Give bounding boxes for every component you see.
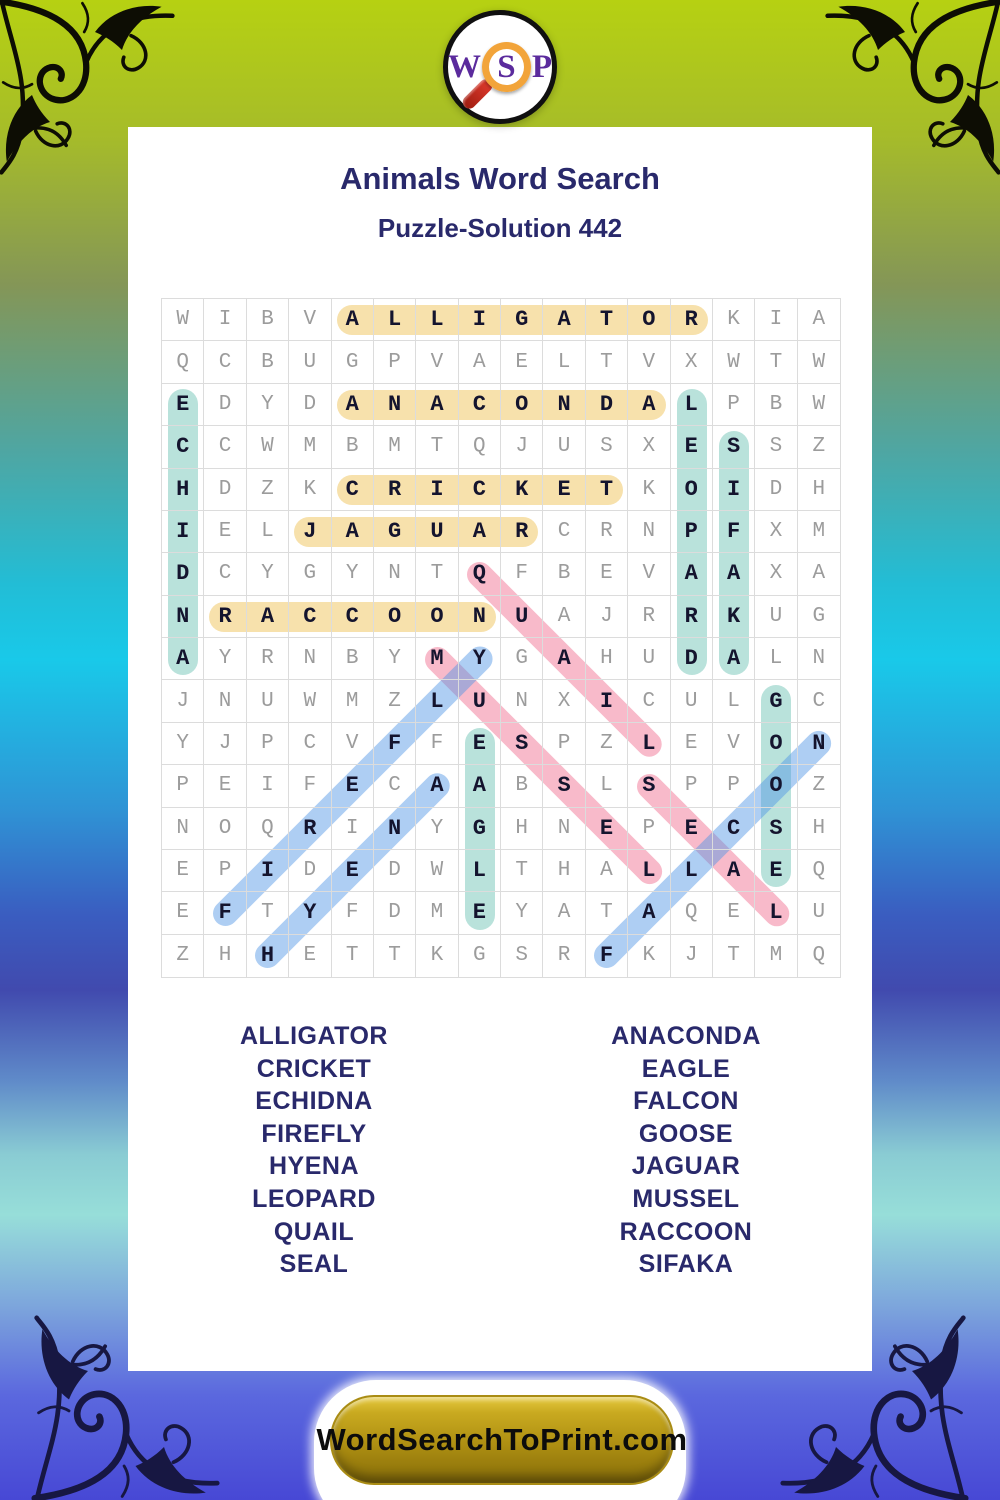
grid-cell-r1c1: C [204, 341, 246, 383]
grid-cell-r14c9: A [543, 892, 585, 934]
grid-cell-r1c3: U [289, 341, 331, 383]
grid-cell-r4c11: K [628, 469, 670, 511]
grid-cell-r12c6: Y [416, 808, 458, 850]
grid-cell-r5c15: M [798, 511, 840, 553]
grid-cell-r3c13: S [713, 426, 755, 468]
word-list-item: ECHIDNA [255, 1087, 373, 1116]
grid-cell-r14c7: E [459, 892, 501, 934]
grid-cell-r0c3: V [289, 299, 331, 341]
grid-cell-r7c5: O [374, 596, 416, 638]
grid-cell-r2c14: B [755, 384, 797, 426]
grid-cell-r15c12: J [671, 935, 713, 977]
grid-cell-r4c9: E [543, 469, 585, 511]
grid-cell-r3c1: C [204, 426, 246, 468]
grid-cell-r9c5: Z [374, 680, 416, 722]
magnifier-ring-icon [482, 42, 531, 92]
grid-cell-r7c3: C [289, 596, 331, 638]
grid-cell-r7c7: N [459, 596, 501, 638]
grid-cell-r12c3: R [289, 808, 331, 850]
grid-cell-r9c11: C [628, 680, 670, 722]
grid-cell-r3c7: Q [459, 426, 501, 468]
grid-cell-r0c13: K [713, 299, 755, 341]
word-list-item: EAGLE [641, 1054, 731, 1083]
grid-cell-r15c4: T [332, 935, 374, 977]
grid-cell-r5c2: L [247, 511, 289, 553]
grid-cell-r9c7: U [459, 680, 501, 722]
grid-cell-r2c10: D [586, 384, 628, 426]
grid-cell-r0c12: R [671, 299, 713, 341]
grid-cell-r13c3: D [289, 850, 331, 892]
grid-cell-r1c8: E [501, 341, 543, 383]
wsp-logo [443, 10, 557, 124]
grid-cell-r1c12: X [671, 341, 713, 383]
grid-cell-r3c9: U [543, 426, 585, 468]
grid-cell-r13c11: L [628, 850, 670, 892]
grid-cell-r12c7: G [459, 808, 501, 850]
grid-cell-r10c11: L [628, 723, 670, 765]
grid-cell-r13c2: I [247, 850, 289, 892]
grid-cell-r12c5: N [374, 808, 416, 850]
grid-cell-r1c5: P [374, 341, 416, 383]
word-list-left [128, 1020, 500, 1281]
word-search-grid [161, 298, 841, 978]
grid-cell-r13c12: L [671, 850, 713, 892]
grid-cell-r7c6: O [416, 596, 458, 638]
grid-cell-r2c13: P [713, 384, 755, 426]
grid-cell-r3c3: M [289, 426, 331, 468]
grid-cell-r15c14: M [755, 935, 797, 977]
grid-cell-r11c11: S [628, 765, 670, 807]
site-button[interactable] [316, 1395, 688, 1485]
grid-cell-r15c10: F [586, 935, 628, 977]
grid-cell-r12c9: N [543, 808, 585, 850]
grid-cell-r9c10: I [586, 680, 628, 722]
grid-cell-r11c1: E [204, 765, 246, 807]
word-list-right [500, 1020, 872, 1281]
grid-cell-r7c12: R [671, 596, 713, 638]
word-list-item: FIREFLY [261, 1119, 367, 1148]
grid-cell-r6c7: Q [459, 553, 501, 595]
grid-cell-r7c11: R [628, 596, 670, 638]
grid-cell-r15c5: T [374, 935, 416, 977]
grid-cell-r10c5: F [374, 723, 416, 765]
grid-cell-r3c0: C [162, 426, 204, 468]
grid-cell-r7c14: U [755, 596, 797, 638]
grid-cell-r15c6: K [416, 935, 458, 977]
grid-cell-r5c8: R [501, 511, 543, 553]
grid-cell-r15c0: Z [162, 935, 204, 977]
grid-cell-r13c10: A [586, 850, 628, 892]
grid-cell-r2c2: Y [247, 384, 289, 426]
word-list-item: LEOPARD [252, 1184, 376, 1213]
grid-cell-r10c9: P [543, 723, 585, 765]
grid-cell-r4c2: Z [247, 469, 289, 511]
grid-cell-r7c0: N [162, 596, 204, 638]
grid-cell-r3c4: B [332, 426, 374, 468]
grid-cell-r9c0: J [162, 680, 204, 722]
grid-cell-r11c0: P [162, 765, 204, 807]
grid-cell-r12c0: N [162, 808, 204, 850]
grid-cell-r4c3: K [289, 469, 331, 511]
grid-cell-r1c2: B [247, 341, 289, 383]
logo-letter-w: W [448, 48, 481, 85]
grid-cell-r13c5: D [374, 850, 416, 892]
grid-cell-r8c3: N [289, 638, 331, 680]
grid-cell-r6c15: A [798, 553, 840, 595]
grid-cell-r15c13: T [713, 935, 755, 977]
grid-cell-r9c15: C [798, 680, 840, 722]
grid-cell-r11c4: E [332, 765, 374, 807]
grid-cell-r2c1: D [204, 384, 246, 426]
grid-cell-r10c15: N [798, 723, 840, 765]
grid-cell-r4c8: K [501, 469, 543, 511]
grid-cell-r9c13: L [713, 680, 755, 722]
grid-cell-r6c3: G [289, 553, 331, 595]
grid-cell-r8c0: A [162, 638, 204, 680]
grid-cell-r8c10: H [586, 638, 628, 680]
grid-cell-r12c13: C [713, 808, 755, 850]
grid-cell-r8c2: R [247, 638, 289, 680]
word-list-item: SEAL [279, 1250, 349, 1279]
grid-cell-r7c10: J [586, 596, 628, 638]
grid-cell-r8c6: M [416, 638, 458, 680]
word-list-item: HYENA [268, 1152, 359, 1181]
grid-cell-r11c7: A [459, 765, 501, 807]
grid-cell-r0c2: B [247, 299, 289, 341]
grid-cell-r1c14: T [755, 341, 797, 383]
grid-cell-r4c10: T [586, 469, 628, 511]
grid-cell-r11c9: S [543, 765, 585, 807]
grid-cell-r9c12: U [671, 680, 713, 722]
grid-cell-r4c15: H [798, 469, 840, 511]
grid-cell-r6c12: A [671, 553, 713, 595]
grid-cell-r7c4: C [332, 596, 374, 638]
grid-cell-r13c4: E [332, 850, 374, 892]
puzzle-subtitle: Puzzle-Solution 442 [377, 213, 623, 243]
puzzle-title: Animals Word Search [340, 161, 660, 196]
magnifier-icon [488, 48, 525, 86]
grid-cell-r13c6: W [416, 850, 458, 892]
grid-cell-r3c2: W [247, 426, 289, 468]
grid-cell-r14c1: F [204, 892, 246, 934]
grid-cell-r10c10: Z [586, 723, 628, 765]
grid-cell-r1c11: V [628, 341, 670, 383]
grid-cell-r6c4: Y [332, 553, 374, 595]
grid-cell-r13c1: P [204, 850, 246, 892]
grid-cell-r4c4: C [332, 469, 374, 511]
grid-cell-r4c14: D [755, 469, 797, 511]
grid-cell-r9c8: N [501, 680, 543, 722]
grid-cell-r8c11: U [628, 638, 670, 680]
grid-cell-r5c9: C [543, 511, 585, 553]
grid-cell-r14c5: D [374, 892, 416, 934]
grid-cell-r5c13: F [713, 511, 755, 553]
grid-cell-r11c6: A [416, 765, 458, 807]
grid-cell-r2c15: W [798, 384, 840, 426]
grid-cell-r6c6: T [416, 553, 458, 595]
grid-cell-r14c12: Q [671, 892, 713, 934]
grid-cell-r3c8: J [501, 426, 543, 468]
grid-cell-r4c1: D [204, 469, 246, 511]
grid-cell-r11c14: O [755, 765, 797, 807]
grid-cell-r3c12: E [671, 426, 713, 468]
grid-cell-r2c4: A [332, 384, 374, 426]
grid-cell-r13c13: A [713, 850, 755, 892]
grid-cell-r12c1: O [204, 808, 246, 850]
grid-cell-r8c5: Y [374, 638, 416, 680]
grid-cell-r8c9: A [543, 638, 585, 680]
puzzle-card [128, 127, 872, 1371]
grid-cell-r8c13: A [713, 638, 755, 680]
grid-cell-r13c8: T [501, 850, 543, 892]
word-list-item: RACCOON [619, 1217, 753, 1246]
grid-cell-r11c12: P [671, 765, 713, 807]
grid-cell-r4c7: C [459, 469, 501, 511]
grid-cell-r11c13: P [713, 765, 755, 807]
grid-cell-r8c8: G [501, 638, 543, 680]
grid-cell-r8c4: B [332, 638, 374, 680]
word-list-item: JAGUAR [631, 1152, 741, 1181]
grid-cell-r0c14: I [755, 299, 797, 341]
grid-cell-r5c5: G [374, 511, 416, 553]
grid-cell-r12c4: I [332, 808, 374, 850]
grid-cell-r0c5: L [374, 299, 416, 341]
grid-cell-r15c1: H [204, 935, 246, 977]
grid-cell-r8c15: N [798, 638, 840, 680]
grid-cell-r3c5: M [374, 426, 416, 468]
grid-cell-r15c15: Q [812, 944, 826, 968]
word-list-item: MUSSEL [632, 1184, 740, 1213]
word-list [128, 1020, 872, 1281]
grid-cell-r9c6: L [416, 680, 458, 722]
grid-cell-r1c6: V [416, 341, 458, 383]
word-list-item: SIFAKA [638, 1250, 734, 1279]
grid-cell-r7c2: A [247, 596, 289, 638]
grid-cell-r0c9: A [543, 299, 585, 341]
grid-cell-r5c0: I [162, 511, 204, 553]
grid-cell-r4c13: I [713, 469, 755, 511]
grid-cell-r0c15: A [798, 299, 840, 341]
grid-cell-r15c2: H [247, 935, 289, 977]
grid-cell-r2c11: A [628, 384, 670, 426]
grid-cell-r8c14: L [755, 638, 797, 680]
grid-cell-r9c3: W [289, 680, 331, 722]
grid-cell-r14c6: M [416, 892, 458, 934]
grid-cell-r0c7: I [459, 299, 501, 341]
grid-cell-r6c10: E [586, 553, 628, 595]
grid-cell-r10c4: V [332, 723, 374, 765]
grid-cell-r8c12: D [671, 638, 713, 680]
grid-cell-r4c6: I [416, 469, 458, 511]
grid-cell-r5c7: A [459, 511, 501, 553]
grid-cell-r14c14: L [755, 892, 797, 934]
grid-cell-r2c12: L [671, 384, 713, 426]
grid-cell-r15c8: S [501, 935, 543, 977]
grid-cell-r15c11: K [628, 935, 670, 977]
grid-cell-r2c5: N [374, 384, 416, 426]
grid-cell-r4c12: O [671, 469, 713, 511]
grid-cell-r12c8: H [501, 808, 543, 850]
grid-cell-r1c7: A [459, 341, 501, 383]
grid-cell-r11c2: I [247, 765, 289, 807]
grid-cell-r1c4: G [332, 341, 374, 383]
grid-cell-r2c8: O [501, 384, 543, 426]
grid-cell-r14c11: A [628, 892, 670, 934]
grid-cell-r9c2: U [247, 680, 289, 722]
grid-cell-r14c0: E [162, 892, 204, 934]
grid-cell-r13c9: H [543, 850, 585, 892]
grid-cell-r6c14: X [755, 553, 797, 595]
grid-cell-r11c15: Z [798, 765, 840, 807]
grid-cell-r10c1: J [204, 723, 246, 765]
grid-cell-r9c1: N [204, 680, 246, 722]
grid-cell-r7c9: A [543, 596, 585, 638]
grid-cell-r3c10: S [586, 426, 628, 468]
grid-cells-layer [162, 299, 840, 977]
grid-cell-r10c7: E [459, 723, 501, 765]
grid-cell-r10c2: P [247, 723, 289, 765]
grid-cell-r1c10: T [586, 341, 628, 383]
grid-cell-r14c2: T [247, 892, 289, 934]
grid-cell-r2c9: N [543, 384, 585, 426]
grid-cell-r14c8: Y [501, 892, 543, 934]
grid-cell-r3c6: T [416, 426, 458, 468]
grid-cell-r8c7: Y [459, 638, 501, 680]
logo-letter-p: P [531, 48, 552, 85]
grid-cell-r10c12: E [671, 723, 713, 765]
grid-cell-r0c11: O [628, 299, 670, 341]
grid-cell-r11c3: F [289, 765, 331, 807]
grid-cell-r14c4: F [332, 892, 374, 934]
grid-cell-r13c15: Q [798, 850, 840, 892]
grid-cell-r1c0: Q [162, 341, 204, 383]
grid-cell-r15c3: E [289, 935, 331, 977]
grid-cell-r7c15: G [798, 596, 840, 638]
word-list-item: ALLIGATOR [239, 1022, 388, 1050]
grid-cell-r0c1: I [204, 299, 246, 341]
grid-cell-r13c7: L [459, 850, 501, 892]
grid-cell-r5c4: A [332, 511, 374, 553]
grid-cell-r6c11: V [628, 553, 670, 595]
grid-cell-r10c14: O [755, 723, 797, 765]
grid-cell-r12c10: E [586, 808, 628, 850]
grid-cell-r4c0: H [162, 469, 204, 511]
grid-cell-r8c1: Y [204, 638, 246, 680]
grid-cell-r11c10: L [586, 765, 628, 807]
grid-cell-r12c15: H [798, 808, 840, 850]
site-label: WordSearchToPrint.com [316, 1422, 688, 1457]
grid-cell-r2c7: C [459, 384, 501, 426]
grid-cell-r13c0: E [162, 850, 204, 892]
grid-cell-r6c5: N [374, 553, 416, 595]
word-list-item: GOOSE [638, 1119, 734, 1148]
grid-cell-r13c14: E [755, 850, 797, 892]
grid-cell-r9c9: X [543, 680, 585, 722]
grid-cell-r6c9: B [543, 553, 585, 595]
grid-cell-r5c14: X [755, 511, 797, 553]
grid-cell-r14c13: E [713, 892, 755, 934]
grid-cell-r0c0: W [162, 299, 204, 341]
grid-cell-r12c12: E [671, 808, 713, 850]
logo-letter-s: S [497, 48, 516, 85]
grid-cell-r11c5: C [374, 765, 416, 807]
grid-cell-r0c6: L [416, 299, 458, 341]
grid-cell-r6c0: D [162, 553, 204, 595]
word-list-item: QUAIL [273, 1217, 355, 1246]
grid-cell-r12c14: S [755, 808, 797, 850]
grid-cell-r2c6: A [416, 384, 458, 426]
grid-cell-r5c11: N [628, 511, 670, 553]
grid-cell-r5c3: J [289, 511, 331, 553]
grid-cell-r10c3: C [289, 723, 331, 765]
grid-cell-r5c10: R [586, 511, 628, 553]
grid-cell-r5c6: U [416, 511, 458, 553]
grid-cell-r3c11: X [628, 426, 670, 468]
grid-cell-r1c9: L [543, 341, 585, 383]
grid-cell-r3c14: S [755, 426, 797, 468]
grid-cell-r10c6: F [416, 723, 458, 765]
grid-cell-r5c1: E [204, 511, 246, 553]
grid-cell-r4c5: R [374, 469, 416, 511]
grid-cell-r1c13: W [713, 341, 755, 383]
grid-cell-r0c8: G [501, 299, 543, 341]
grid-cell-r14c10: T [586, 892, 628, 934]
grid-cell-r0c4: A [332, 299, 374, 341]
grid-cell-r6c1: C [204, 553, 246, 595]
grid-cell-r15c7: G [459, 935, 501, 977]
grid-cell-r6c2: Y [247, 553, 289, 595]
grid-cell-r12c2: Q [247, 808, 289, 850]
grid-cell-r11c8: B [501, 765, 543, 807]
grid-cell-r9c4: M [332, 680, 374, 722]
grid-cell-r10c0: Y [162, 723, 204, 765]
grid-cell-r10c8: S [501, 723, 543, 765]
grid-cell-r14c3: Y [289, 892, 331, 934]
grid-cell-r10c13: V [713, 723, 755, 765]
word-list-item: FALCON [633, 1087, 739, 1116]
grid-cell-r14c15: U [798, 892, 840, 934]
grid-cell-r7c13: K [713, 596, 755, 638]
grid-cell-r3c15: Z [798, 426, 840, 468]
grid-cell-r6c8: F [501, 553, 543, 595]
grid-cell-r7c1: R [204, 596, 246, 638]
grid-cell-r1c15: W [798, 341, 840, 383]
grid-cell-r5c12: P [671, 511, 713, 553]
grid-cell-r15c9: R [543, 935, 585, 977]
grid-cell-r2c3: D [289, 384, 331, 426]
grid-cell-r0c10: T [586, 299, 628, 341]
grid-cell-r12c11: P [628, 808, 670, 850]
grid-cell-r6c13: A [713, 553, 755, 595]
grid-cell-r2c0: E [162, 384, 204, 426]
grid-cell-r9c14: G [755, 680, 797, 722]
word-list-item: CRICKET [256, 1054, 372, 1083]
grid-cell-r7c8: U [501, 596, 543, 638]
word-list-item: ANACONDA [611, 1022, 761, 1050]
